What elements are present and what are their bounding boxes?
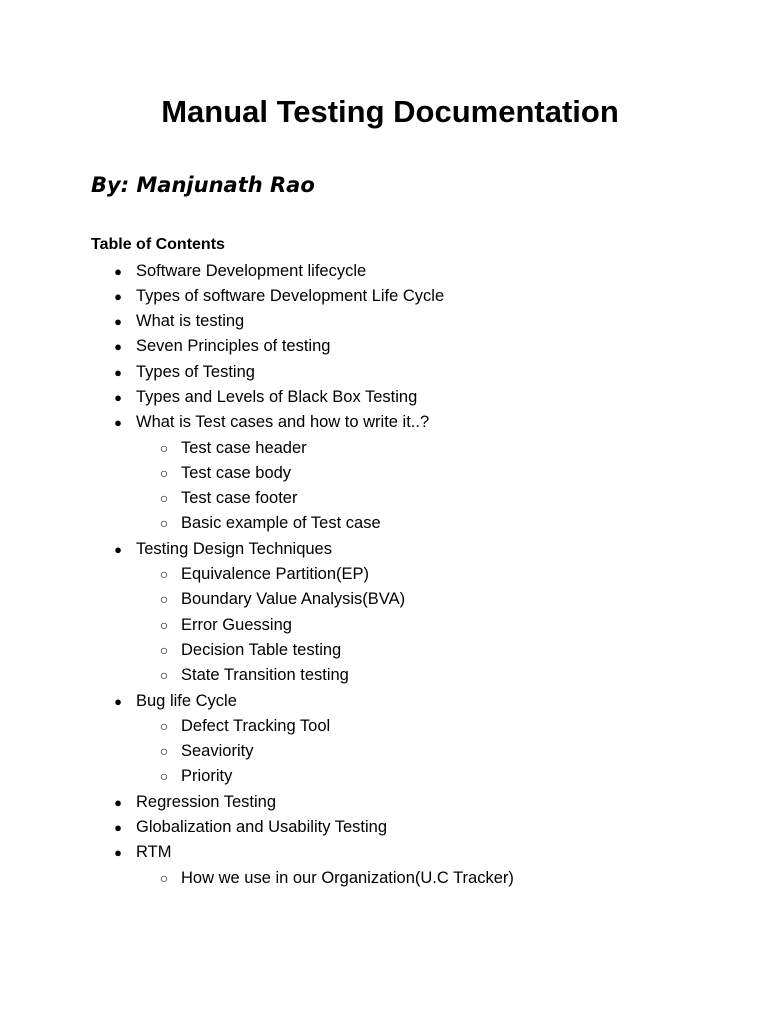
toc-subitem [0, 663, 768, 688]
filled-bullet-icon: ● [114, 845, 122, 861]
hollow-bullet-icon: ○ [159, 641, 169, 658]
hollow-bullet-icon: ○ [159, 591, 169, 608]
toc-item-label: Priority [181, 767, 233, 786]
filled-bullet-icon: ● [114, 693, 122, 709]
toc-subitem [0, 739, 768, 764]
toc-item [0, 360, 768, 385]
hollow-bullet-icon: ○ [159, 515, 169, 532]
toc-item-label: Defect Tracking Tool [181, 716, 331, 735]
toc-item-label: State Transition testing [181, 666, 349, 685]
toc-item-label: Decision Table testing [181, 640, 342, 659]
toc-item [0, 790, 768, 815]
toc-item-label: Globalization and Usability Testing [136, 818, 388, 837]
toc-item [0, 259, 768, 284]
toc-subitem [0, 562, 768, 587]
filled-bullet-icon: ● [114, 364, 122, 380]
filled-bullet-icon: ● [114, 288, 122, 304]
toc-item-label: Test case footer [181, 489, 298, 508]
hollow-bullet-icon: ○ [159, 743, 169, 760]
toc-item-label: Boundary Value Analysis(BVA) [181, 590, 406, 609]
toc-item-label: Seaviority [181, 742, 254, 761]
toc-item-label: How we use in our Organization(U.C Tracker) [181, 868, 514, 887]
toc-item-label: Error Guessing [181, 615, 292, 634]
toc-item-label: Seven Principles of testing [136, 337, 331, 356]
toc-subitem [0, 436, 768, 461]
toc-item [0, 410, 768, 435]
filled-bullet-icon: ● [114, 820, 122, 836]
toc-item-label: Test case header [181, 438, 307, 457]
toc-item-label: Regression Testing [136, 792, 277, 811]
filled-bullet-icon: ● [114, 314, 122, 330]
toc-subitem [0, 461, 768, 486]
hollow-bullet-icon: ○ [159, 717, 169, 734]
toc-item-label: Software Development lifecycle [136, 261, 367, 280]
toc-item [0, 840, 768, 865]
hollow-bullet-icon: ○ [159, 566, 169, 583]
filled-bullet-icon: ● [114, 339, 122, 355]
toc-item-label: Bug life Cycle [136, 691, 237, 710]
toc-subitem [0, 587, 768, 612]
toc-subitem [0, 714, 768, 739]
hollow-bullet-icon: ○ [159, 667, 169, 684]
toc-subitem [0, 613, 768, 638]
toc-item-label: What is testing [136, 312, 245, 331]
toc-item [0, 689, 768, 714]
toc-item [0, 309, 768, 334]
toc-item-label: Types of software Development Life Cycle [136, 286, 445, 305]
toc-item-label: Equivalence Partition(EP) [181, 565, 370, 584]
toc-item [0, 334, 768, 359]
toc-item-label: Testing Design Techniques [136, 539, 332, 558]
document-title: Manual Testing Documentation [161, 94, 619, 129]
toc-item-label: Test case body [181, 463, 292, 482]
hollow-bullet-icon: ○ [159, 464, 169, 481]
toc-item [0, 284, 768, 309]
toc-item [0, 537, 768, 562]
toc-subitem [0, 638, 768, 663]
filled-bullet-icon: ● [114, 794, 122, 810]
hollow-bullet-icon: ○ [159, 869, 169, 886]
hollow-bullet-icon: ○ [159, 616, 169, 633]
toc-subitem [0, 764, 768, 789]
toc-item [0, 815, 768, 840]
toc-item-label: Types of Testing [136, 362, 255, 381]
toc-item-label: What is Test cases and how to write it..? [136, 413, 430, 432]
hollow-bullet-icon: ○ [159, 439, 169, 456]
filled-bullet-icon: ● [114, 415, 122, 431]
toc-item-label: Types and Levels of Black Box Testing [136, 387, 418, 406]
hollow-bullet-icon: ○ [159, 768, 169, 785]
toc-item-label: RTM [136, 843, 172, 862]
author-line: By: Manjunath Rao [91, 173, 315, 197]
hollow-bullet-icon: ○ [159, 490, 169, 507]
filled-bullet-icon: ● [114, 263, 122, 279]
toc-item-label: Basic example of Test case [181, 514, 381, 533]
toc-heading: Table of Contents [91, 236, 225, 253]
toc-subitem [0, 511, 768, 536]
toc-subitem [0, 866, 768, 891]
filled-bullet-icon: ● [114, 389, 122, 405]
filled-bullet-icon: ● [114, 541, 122, 557]
toc-subitem [0, 486, 768, 511]
toc-item [0, 385, 768, 410]
table-of-contents [0, 259, 768, 891]
